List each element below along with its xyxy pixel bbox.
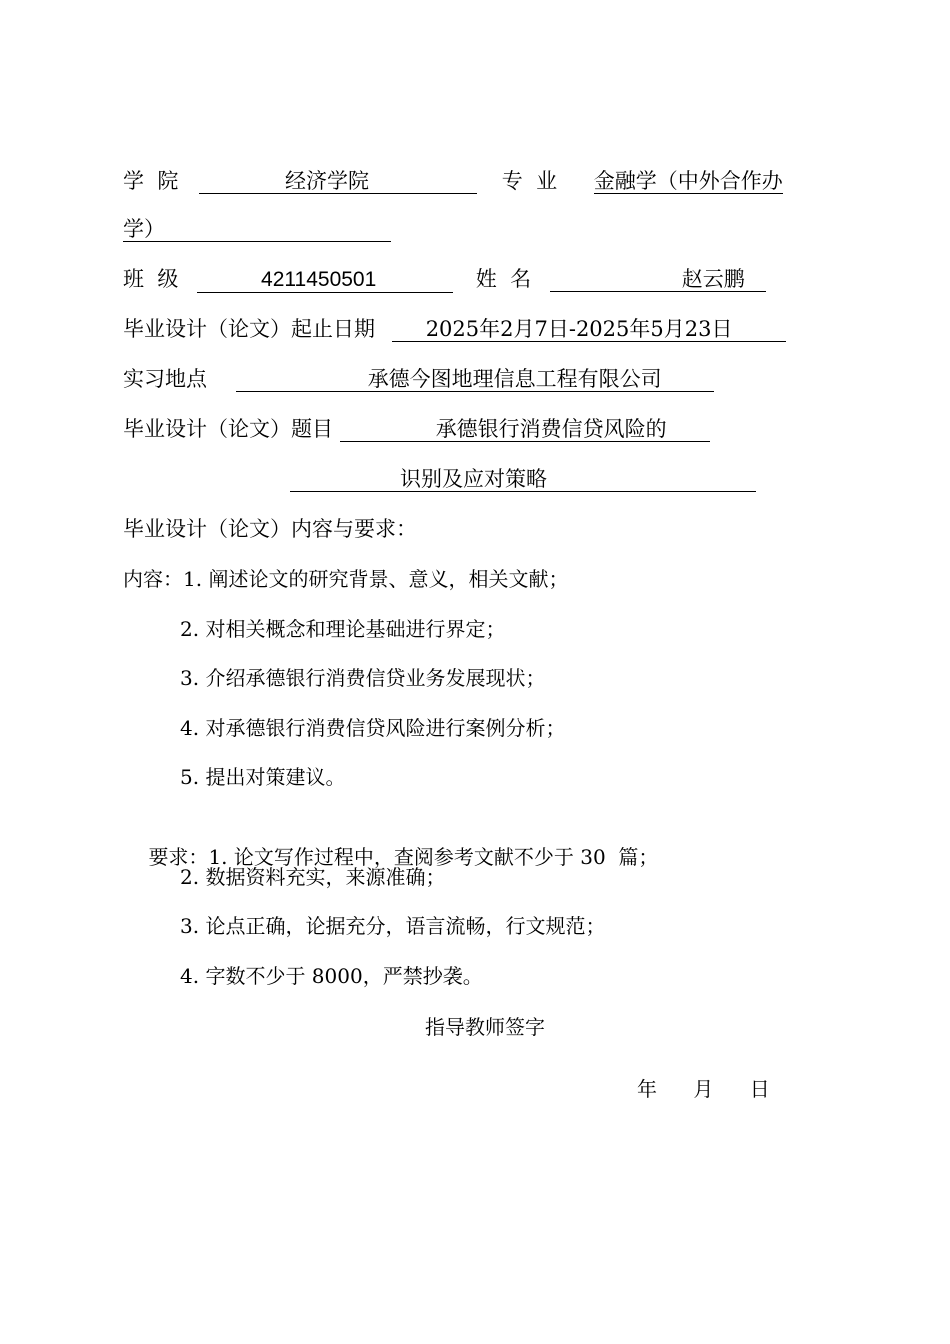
- major-value-line2: 学）: [123, 217, 391, 242]
- internship-place-row: [123, 364, 714, 394]
- requirement-item: 3. 论点正确，论据充分，语言流畅，行文规范；: [180, 914, 606, 938]
- content-item: 1. 阐述论文的研究背景、意义，相关文献；: [183, 567, 569, 591]
- class-value: 4211450501: [197, 268, 453, 293]
- content-item: 4. 对承德银行消费信贷风险进行案例分析；: [180, 716, 566, 740]
- thesis-title-row: [123, 414, 710, 444]
- period-value: 2025年2月7日-2025年5月23日: [392, 317, 786, 342]
- date-year-label: 年: [637, 1077, 657, 1101]
- content-item: 2. 对相关概念和理论基础进行界定；: [180, 617, 506, 641]
- signature-date: [637, 1074, 770, 1104]
- internship-place-label: 实习地点: [123, 367, 207, 391]
- name-value: 赵云鹏: [550, 267, 766, 292]
- supervisor-signature-label: 指导教师签字: [425, 1015, 545, 1039]
- content-item: 3. 介绍承德银行消费信贷业务发展现状；: [180, 666, 546, 690]
- college-value: 经济学院: [199, 169, 477, 194]
- content-label: 内容：: [123, 567, 183, 591]
- period-row: [123, 314, 786, 344]
- thesis-title-continuation-row: [290, 464, 756, 494]
- period-label: 毕业设计（论文）起止日期: [123, 317, 375, 341]
- college-label: 学 院: [123, 169, 179, 193]
- requirements-heading: 毕业设计（论文）内容与要求：: [123, 517, 417, 541]
- major-value-line1: 金融学（中外合作办: [593, 169, 783, 193]
- thesis-title-line2: 识别及应对策略: [290, 467, 756, 492]
- major-label: 专 业: [501, 169, 558, 193]
- college-major-row: [123, 166, 783, 196]
- requirement-item: 4. 字数不少于 8000，严禁抄袭。: [180, 964, 483, 988]
- date-day-label: 日: [749, 1077, 770, 1101]
- class-label: 班 级: [123, 267, 179, 291]
- internship-place-value: 承德今图地理信息工程有限公司: [236, 367, 714, 392]
- thesis-title-line1: 承德银行消费信贷风险的: [340, 417, 710, 442]
- name-label: 姓 名: [475, 267, 532, 291]
- content-item: 5. 提出对策建议。: [180, 765, 346, 789]
- major-continuation-row: [123, 214, 391, 244]
- requirements-label: 要求：: [148, 845, 209, 869]
- thesis-title-label: 毕业设计（论文）题目: [123, 417, 333, 441]
- requirement-item: 2. 数据资料充实，来源准确；: [180, 865, 446, 889]
- date-month-label: 月: [693, 1077, 714, 1101]
- requirement-item: 1. 论文写作过程中，查阅参考文献不少于 30 篇；: [208, 845, 659, 869]
- class-name-row: [123, 264, 766, 294]
- content-row: [123, 564, 568, 594]
